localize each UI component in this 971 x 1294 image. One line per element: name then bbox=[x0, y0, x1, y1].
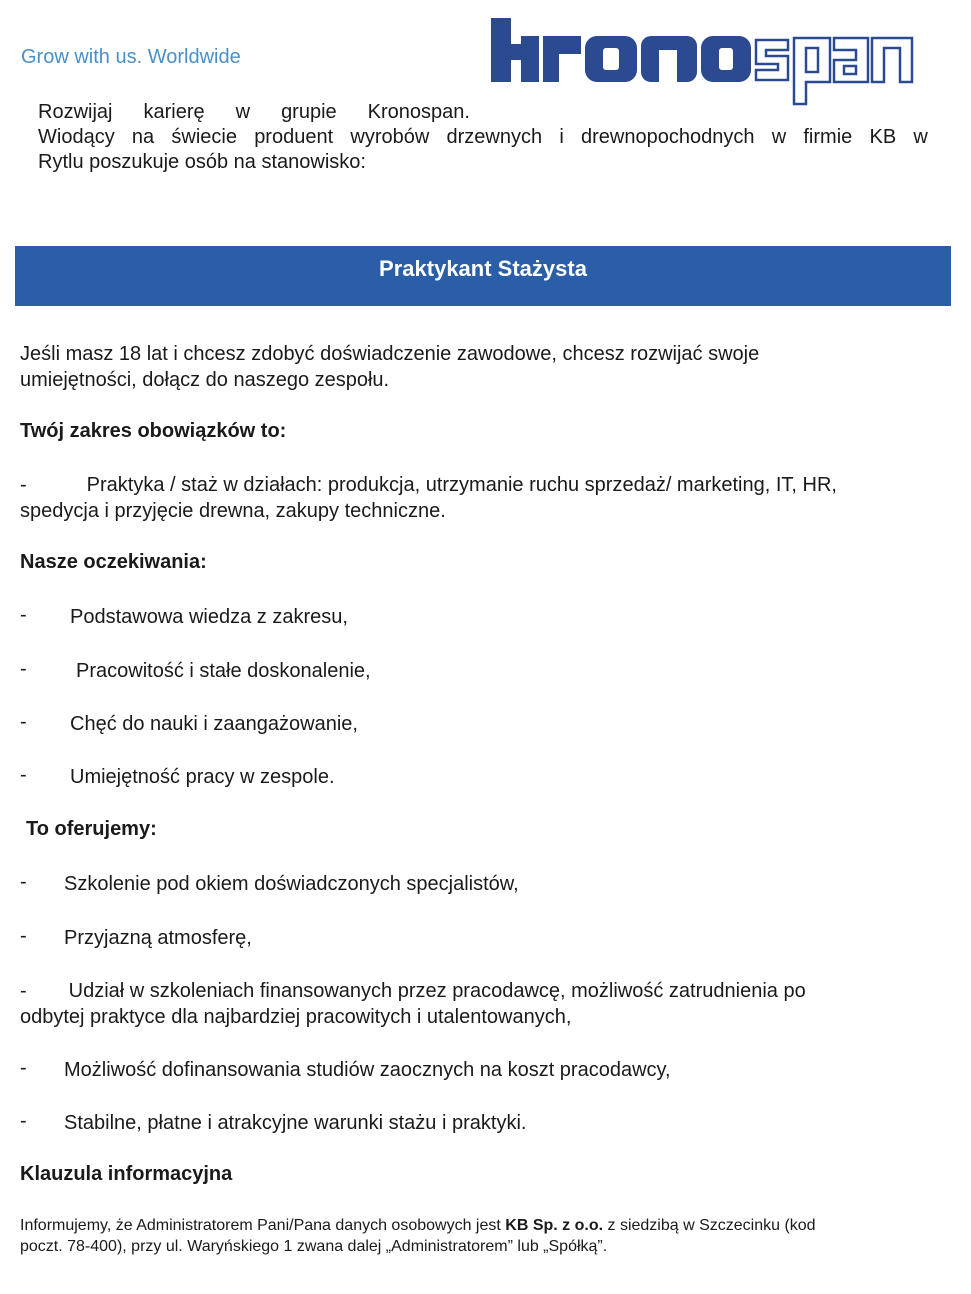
intro-word: KB bbox=[869, 126, 897, 148]
bullet-dash: - bbox=[20, 871, 27, 893]
duties-heading: Twój zakres obowiązków to: bbox=[20, 420, 287, 442]
intro-word: produent bbox=[254, 126, 334, 148]
expectations-heading: Nasze oczekiwania: bbox=[20, 551, 207, 573]
intro-word: Kronospan. bbox=[367, 101, 470, 123]
offer-item: Szkolenie pod okiem doświadczonych specjalistów, bbox=[64, 873, 519, 895]
duties-item-line-2: spedycja i przyjęcie drewna, zakupy techniczne. bbox=[20, 500, 446, 522]
bullet-dash: - bbox=[20, 764, 27, 786]
bullet-dash: - bbox=[20, 604, 27, 626]
bullet-dash: - bbox=[20, 1110, 27, 1132]
lead-paragraph bbox=[20, 341, 940, 393]
intro-word: drewnopochodnych bbox=[581, 126, 755, 148]
offer-item: Przyjazną atmosferę, bbox=[64, 927, 252, 949]
bullet-dash: - bbox=[20, 925, 27, 947]
intro-line-3: Rytlu poszukuje osób na stanowisko: bbox=[38, 151, 366, 173]
offer-item bbox=[20, 978, 940, 1030]
clause-text-start: Informujemy, że Administratorem Pani/Pana danych osobowych jest bbox=[20, 1217, 506, 1234]
intro-word: w bbox=[913, 126, 928, 148]
intro-word: i bbox=[559, 126, 564, 148]
expectations-item: Chęć do nauki i zaangażowanie, bbox=[70, 713, 358, 735]
expectations-item: Pracowitość i stałe doskonalenie, bbox=[76, 660, 371, 682]
intro-line-2 bbox=[38, 125, 928, 150]
expectations-item: Umiejętność pracy w zespole. bbox=[70, 766, 335, 788]
offer-item-text: Udział w szkoleniach finansowanych przez pracodawcę, możliwość zatrudnienia po bbox=[68, 980, 806, 1002]
expectations-item: Podstawowa wiedza z zakresu, bbox=[70, 606, 348, 628]
intro-word: drzewnych bbox=[446, 126, 543, 148]
bullet-dash: - bbox=[20, 658, 27, 680]
bullet-dash: - bbox=[20, 980, 27, 1002]
duties-item-text: Praktyka / staż w działach: produkcja, utrzymanie ruchu sprzedaż/ marketing, IT, HR, bbox=[86, 474, 837, 496]
kronospan-logo bbox=[488, 14, 916, 106]
job-title: Praktykant Stażysta bbox=[379, 256, 587, 281]
offer-item: Stabilne, płatne i atrakcyjne warunki stażu i praktyki. bbox=[64, 1112, 527, 1134]
offer-item: Możliwość dofinansowania studiów zaocznych na koszt pracodawcy, bbox=[64, 1059, 671, 1081]
job-title-banner bbox=[15, 246, 951, 306]
intro-word: Rozwijaj bbox=[38, 101, 113, 123]
offer-item-line-2: odbytej praktyce dla najbardziej pracowitych i utalentowanych, bbox=[20, 1006, 572, 1028]
clause-heading: Klauzula informacyjna bbox=[20, 1163, 233, 1185]
intro-word: Wiodący bbox=[38, 126, 115, 148]
clause-company: KB Sp. z o.o. bbox=[505, 1217, 604, 1234]
clause-line-2: poczt. 78-400), przy ul. Waryńskiego 1 zwana dalej „Administratorem” lub „Spółką”. bbox=[20, 1238, 608, 1255]
clause-text-end: z siedzibą w Szczecinku (kod bbox=[603, 1217, 816, 1234]
clause-text bbox=[20, 1215, 940, 1257]
intro-word: w bbox=[771, 126, 787, 148]
intro-line-1 bbox=[38, 100, 470, 125]
offer-heading: To oferujemy: bbox=[26, 818, 157, 840]
tagline: Grow with us. Worldwide bbox=[21, 46, 241, 68]
lead-line-1: Jeśli masz 18 lat i chcesz zdobyć doświadczenie zawodowe, chcesz rozwijać swoje bbox=[20, 343, 760, 365]
lead-line-2: umiejętności, dołącz do naszego zespołu. bbox=[20, 369, 390, 391]
intro-word: wyrobów bbox=[350, 126, 430, 148]
bullet-dash: - bbox=[20, 1057, 27, 1079]
duties-item bbox=[20, 472, 940, 524]
intro-word: świecie bbox=[171, 126, 237, 148]
intro-word: grupie bbox=[281, 101, 337, 123]
bullet-dash: - bbox=[20, 474, 27, 496]
intro-word: w bbox=[235, 101, 251, 123]
intro-paragraph bbox=[38, 100, 928, 175]
intro-word: na bbox=[131, 126, 155, 148]
intro-word: firmie bbox=[803, 126, 853, 148]
intro-word: karierę bbox=[143, 101, 205, 123]
bullet-dash: - bbox=[20, 711, 27, 733]
